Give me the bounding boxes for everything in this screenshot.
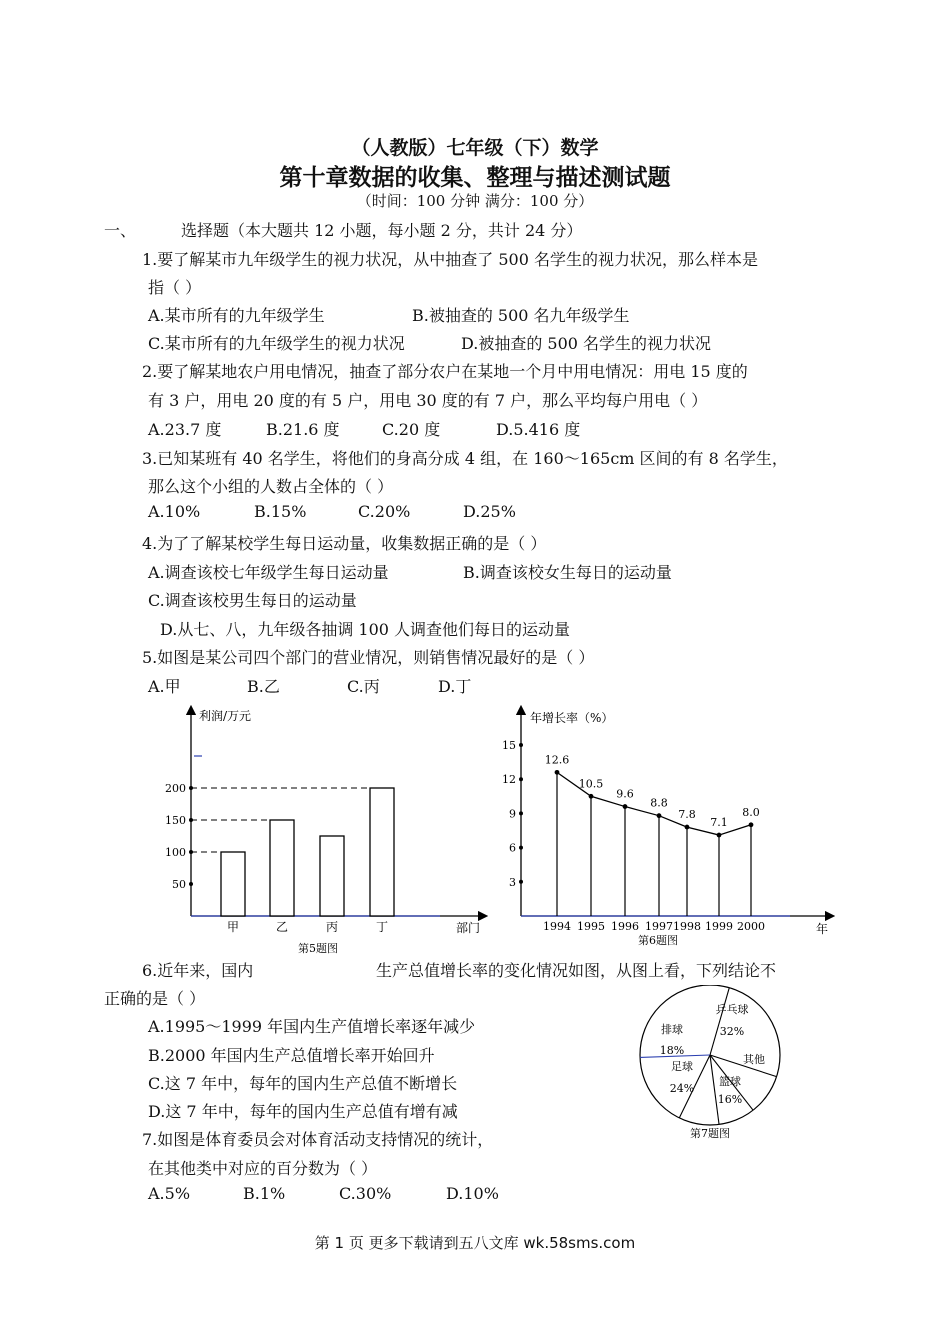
- growth-value-label: 8.0: [742, 805, 760, 819]
- q4-stem: 4.为了了解某校学生每日运动量，收集数据正确的是（ ）: [142, 534, 547, 553]
- q7-option-d: D.10%: [446, 1184, 499, 1203]
- line-y-tick-dot: [519, 846, 523, 850]
- q3-option-d: D.25%: [463, 502, 516, 521]
- growth-point-1998: [685, 825, 690, 830]
- pie-slice-label: 24%: [669, 1082, 695, 1095]
- q2-option-c: C.20 度: [382, 420, 441, 439]
- bar-category-label: 丁: [375, 920, 389, 934]
- page-subtitle: （人教版）七年级（下）数学: [351, 137, 599, 159]
- line-y-tick-label: 12: [502, 773, 516, 787]
- q4-option-c: C.调查该校男生每日的运动量: [148, 591, 357, 610]
- growth-year-label: 1994: [543, 920, 571, 933]
- q1-option-c: C.某市所有的九年级学生的视力状况: [148, 334, 405, 353]
- bar-chart-figure5: [150, 700, 495, 960]
- pie-slice-name: 足球: [671, 1060, 693, 1073]
- q2-option-d: D.5.416 度: [496, 420, 581, 439]
- growth-point-1996: [623, 804, 628, 809]
- q6-option-d: D.这 7 年中，每年的国内生产总值有增有减: [148, 1102, 458, 1121]
- growth-year-label: 1999: [705, 920, 733, 933]
- q3-option-a: A.10%: [148, 502, 201, 521]
- q6-option-a: A.1995～1999 年国内生产值增长率逐年减少: [148, 1017, 476, 1036]
- q6-option-b: B.2000 年国内生产总值增长率开始回升: [148, 1046, 435, 1065]
- pie-slice-name: 篮球: [719, 1075, 741, 1088]
- q7-option-a: A.5%: [148, 1184, 191, 1203]
- q2-option-a: A.23.7 度: [148, 420, 222, 439]
- growth-value-label: 9.6: [616, 787, 634, 801]
- pie-slice-name: 排球: [661, 1023, 683, 1036]
- q4-option-b: B.调查该校女生每日的运动量: [463, 563, 672, 582]
- bar-category-label: 乙: [275, 920, 289, 934]
- pie-slice-name: 乒乓球: [715, 1003, 749, 1016]
- q3-stem-line1: 3.已知某班有 40 名学生，将他们的身高分成 4 组，在 160～165cm 区间的有 8 名学生，: [142, 449, 788, 468]
- q3-stem-line2: 那么这个小组的人数占全体的（ ）: [148, 477, 394, 496]
- q5-option-c: C.丙: [347, 677, 380, 696]
- q3-option-b: B.15%: [254, 502, 307, 521]
- bar-figure-caption: 第5题图: [298, 942, 338, 955]
- pie-slice-label: 16%: [717, 1093, 743, 1106]
- bar-x-label: 部门: [456, 921, 481, 935]
- growth-value-label: 12.6: [544, 753, 570, 767]
- growth-point-1995: [589, 794, 594, 799]
- bar-丙: [320, 836, 344, 916]
- q7-stem-line2: 在其他类中对应的百分数为（ ）: [148, 1159, 378, 1178]
- line-y-tick-dot: [519, 777, 523, 781]
- q7-option-b: B.1%: [243, 1184, 286, 1203]
- growth-year-label: 1996: [611, 920, 639, 933]
- line-figure-caption: 第6题图: [638, 934, 678, 947]
- q7-option-c: C.30%: [339, 1184, 392, 1203]
- bar-y-tick-label: 200: [165, 782, 186, 795]
- q1-stem-line1: 1.要了解某市九年级学生的视力状况，从中抽查了 500 名学生的视力状况，那么样本是: [142, 250, 758, 269]
- exam-meta: （时间：100 分钟 满分：100 分）: [356, 192, 594, 210]
- growth-value-label: 8.8: [650, 796, 668, 810]
- growth-year-label: 1995: [577, 920, 605, 933]
- growth-point-1997: [657, 813, 662, 818]
- q1-option-b: B.被抽查的 500 名九年级学生: [412, 306, 630, 325]
- line-y-tick-dot: [519, 880, 523, 884]
- line-y-tick-label: 6: [509, 841, 516, 855]
- pie-chart-figure7: [630, 985, 790, 1150]
- line-y-tick-dot: [519, 743, 523, 747]
- line-y-tick-dot: [519, 811, 523, 815]
- q2-stem-line1: 2.要了解某地农户用电情况，抽查了部分农户在某地一个月中用电情况：用电 15 度的: [142, 362, 748, 381]
- q5-option-d: D.丁: [438, 677, 472, 696]
- q3-option-c: C.20%: [358, 502, 411, 521]
- pie-slice-label: 18%: [659, 1044, 685, 1057]
- section-number: 一、: [104, 221, 137, 240]
- q1-option-a: A.某市所有的九年级学生: [148, 306, 325, 325]
- q6-stem-line1a: 6.近年来，国内: [142, 961, 254, 980]
- q5-option-b: B.乙: [247, 677, 280, 696]
- growth-value-label: 10.5: [578, 777, 604, 791]
- q7-stem-line1: 7.如图是体育委员会对体育活动支持情况的统计，: [142, 1130, 494, 1149]
- line-y-label: 年增长率（%）: [530, 711, 614, 725]
- section-heading: 选择题（本大题共 12 小题，每小题 2 分，共计 24 分）: [181, 221, 583, 240]
- q2-stem-line2: 有 3 户，用电 20 度的有 5 户，用电 30 度的有 7 户，那么平均每户用电（ ）: [148, 391, 708, 410]
- bar-y-tick-label: 100: [165, 846, 186, 859]
- bar-甲: [221, 852, 245, 916]
- growth-year-label: 2000: [737, 920, 765, 933]
- growth-point-1994: [555, 770, 560, 775]
- pie-figure-caption: 第7题图: [690, 1127, 730, 1140]
- pie-slice-label: 32%: [719, 1025, 745, 1038]
- bar-丁: [370, 788, 394, 916]
- growth-year-label: 1997: [645, 920, 673, 933]
- q5-option-a: A.甲: [148, 677, 181, 696]
- line-y-tick-label: 3: [509, 875, 516, 889]
- bar-category-label: 甲: [226, 920, 240, 934]
- q6-stem-line1b: 生产总值增长率的变化情况如图，从图上看，下列结论不: [376, 961, 777, 980]
- line-x-label: 年: [816, 922, 829, 936]
- q1-stem-line2: 指（ ）: [148, 278, 202, 297]
- bar-y-tick-label: 150: [165, 814, 186, 827]
- q1-option-d: D.被抽查的 500 名学生的视力状况: [461, 334, 712, 353]
- bar-y-label: 利润/万元: [199, 709, 252, 723]
- bar-y-tick-label: 50: [172, 878, 186, 891]
- line-y-tick-label: 9: [509, 807, 516, 821]
- growth-value-label: 7.8: [678, 808, 696, 822]
- q4-option-a: A.调查该校七年级学生每日运动量: [148, 563, 389, 582]
- line-chart-figure6: [490, 700, 840, 950]
- growth-value-label: 7.1: [710, 816, 728, 830]
- growth-point-2000: [749, 822, 754, 827]
- q2-option-b: B.21.6 度: [266, 420, 340, 439]
- bar-category-label: 丙: [325, 920, 339, 934]
- bar-乙: [270, 820, 294, 916]
- page-title: 第十章数据的收集、整理与描述测试题: [279, 164, 671, 191]
- page-footer: 第 1 页 更多下载请到五八文库 wk.58sms.com: [314, 1234, 636, 1252]
- bar-y-tick-dot: [189, 882, 193, 886]
- growth-year-label: 1998: [673, 920, 701, 933]
- q4-option-d: D.从七、八，九年级各抽调 100 人调查他们每日的运动量: [160, 620, 571, 639]
- line-y-tick-label: 15: [502, 739, 516, 752]
- pie-slice-name: 其他: [743, 1053, 765, 1066]
- growth-point-1999: [717, 833, 722, 838]
- q6-option-c: C.这 7 年中，每年的国内生产总值不断增长: [148, 1074, 458, 1093]
- q5-stem: 5.如图是某公司四个部门的营业情况，则销售情况最好的是（ ）: [142, 648, 595, 667]
- q6-stem-line2: 正确的是（ ）: [104, 989, 206, 1008]
